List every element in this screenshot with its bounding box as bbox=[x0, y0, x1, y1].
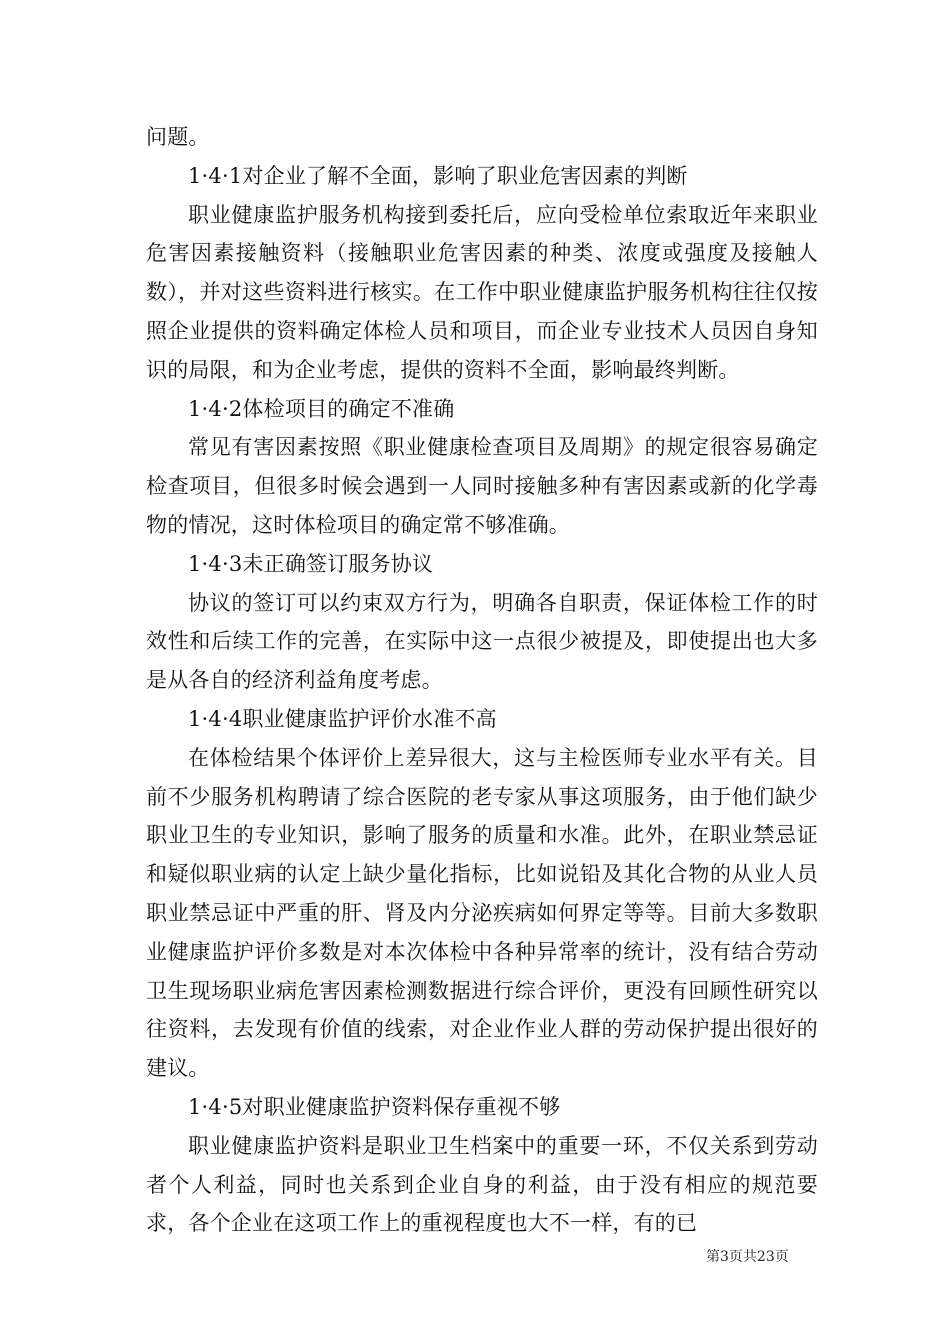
page-number-footer: 第3页共23页 bbox=[706, 1249, 789, 1265]
document-body bbox=[146, 118, 818, 1243]
section-heading-1-4-5: 1·4·5对职业健康监护资料保存重视不够 bbox=[188, 1094, 561, 1119]
section-heading-1-4-3: 1·4·3未正确签订服务协议 bbox=[188, 551, 434, 576]
paragraph-1-4-2: 常见有害因素按照《职业健康检查项目及周期》的规定很容易确定检查项目，但很多时候会遇到一人同时接触多种有害因素或新的化学毒物的情况，这时体检项目的确定常不够准确。 bbox=[146, 435, 818, 537]
paragraph-continuation: 问题。 bbox=[146, 125, 210, 149]
paragraph-1-4-4: 在体检结果个体评价上差异很大，这与主检医师专业水平有关。目前不少服务机构聘请了综合医院的老专家从事这项服务，由于他们缺少职业卫生的专业知识，影响了服务的质量和水准。此外，在职业禁忌证和疑似职业病的认定上缺少量化指标，比如说铅及其化合物的从业人员职业禁忌证中严重的肝、肾及内分泌疾病如何界定等等。目前大多数职业健康监护评价多数是对本次体检中各种异常率的统计，没有结合劳动卫生现场职业病危害因素检测数据进行综合评价，更没有回顾性研究以往资料，去发现有价值的线索，对企业作业人群的劳动保护提出很好的建议。 bbox=[146, 745, 818, 1081]
paragraph-1-4-1: 职业健康监护服务机构接到委托后，应向受检单位索取近年来职业危害因素接触资料（接触职业危害因素的种类、浓度或强度及接触人数），并对这些资料进行核实。在工作中职业健康监护服务机构往往仅按照企业提供的资料确定体检人员和项目，而企业专业技术人员因自身知识的局限，和为企业考虑，提供的资料不全面，影响最终判断。 bbox=[146, 202, 818, 382]
section-heading-1-4-4: 1·4·4职业健康监护评价水准不高 bbox=[188, 706, 497, 731]
paragraph-1-4-3: 协议的签订可以约束双方行为，明确各自职责，保证体检工作的时效性和后续工作的完善，在实际中这一点很少被提及，即使提出也大多是从各自的经济利益角度考虑。 bbox=[146, 590, 818, 693]
section-heading-1-4-2: 1·4·2体检项目的确定不准确 bbox=[188, 396, 455, 421]
section-heading-1-4-1: 1·4·1对企业了解不全面，影响了职业危害因素的判断 bbox=[188, 163, 688, 188]
paragraph-1-4-5: 职业健康监护资料是职业卫生档案中的重要一环，不仅关系到劳动者个人利益，同时也关系到企业自身的利益，由于没有相应的规范要求，各个企业在这项工作上的重视程度也大不一样，有的已 bbox=[146, 1133, 818, 1236]
